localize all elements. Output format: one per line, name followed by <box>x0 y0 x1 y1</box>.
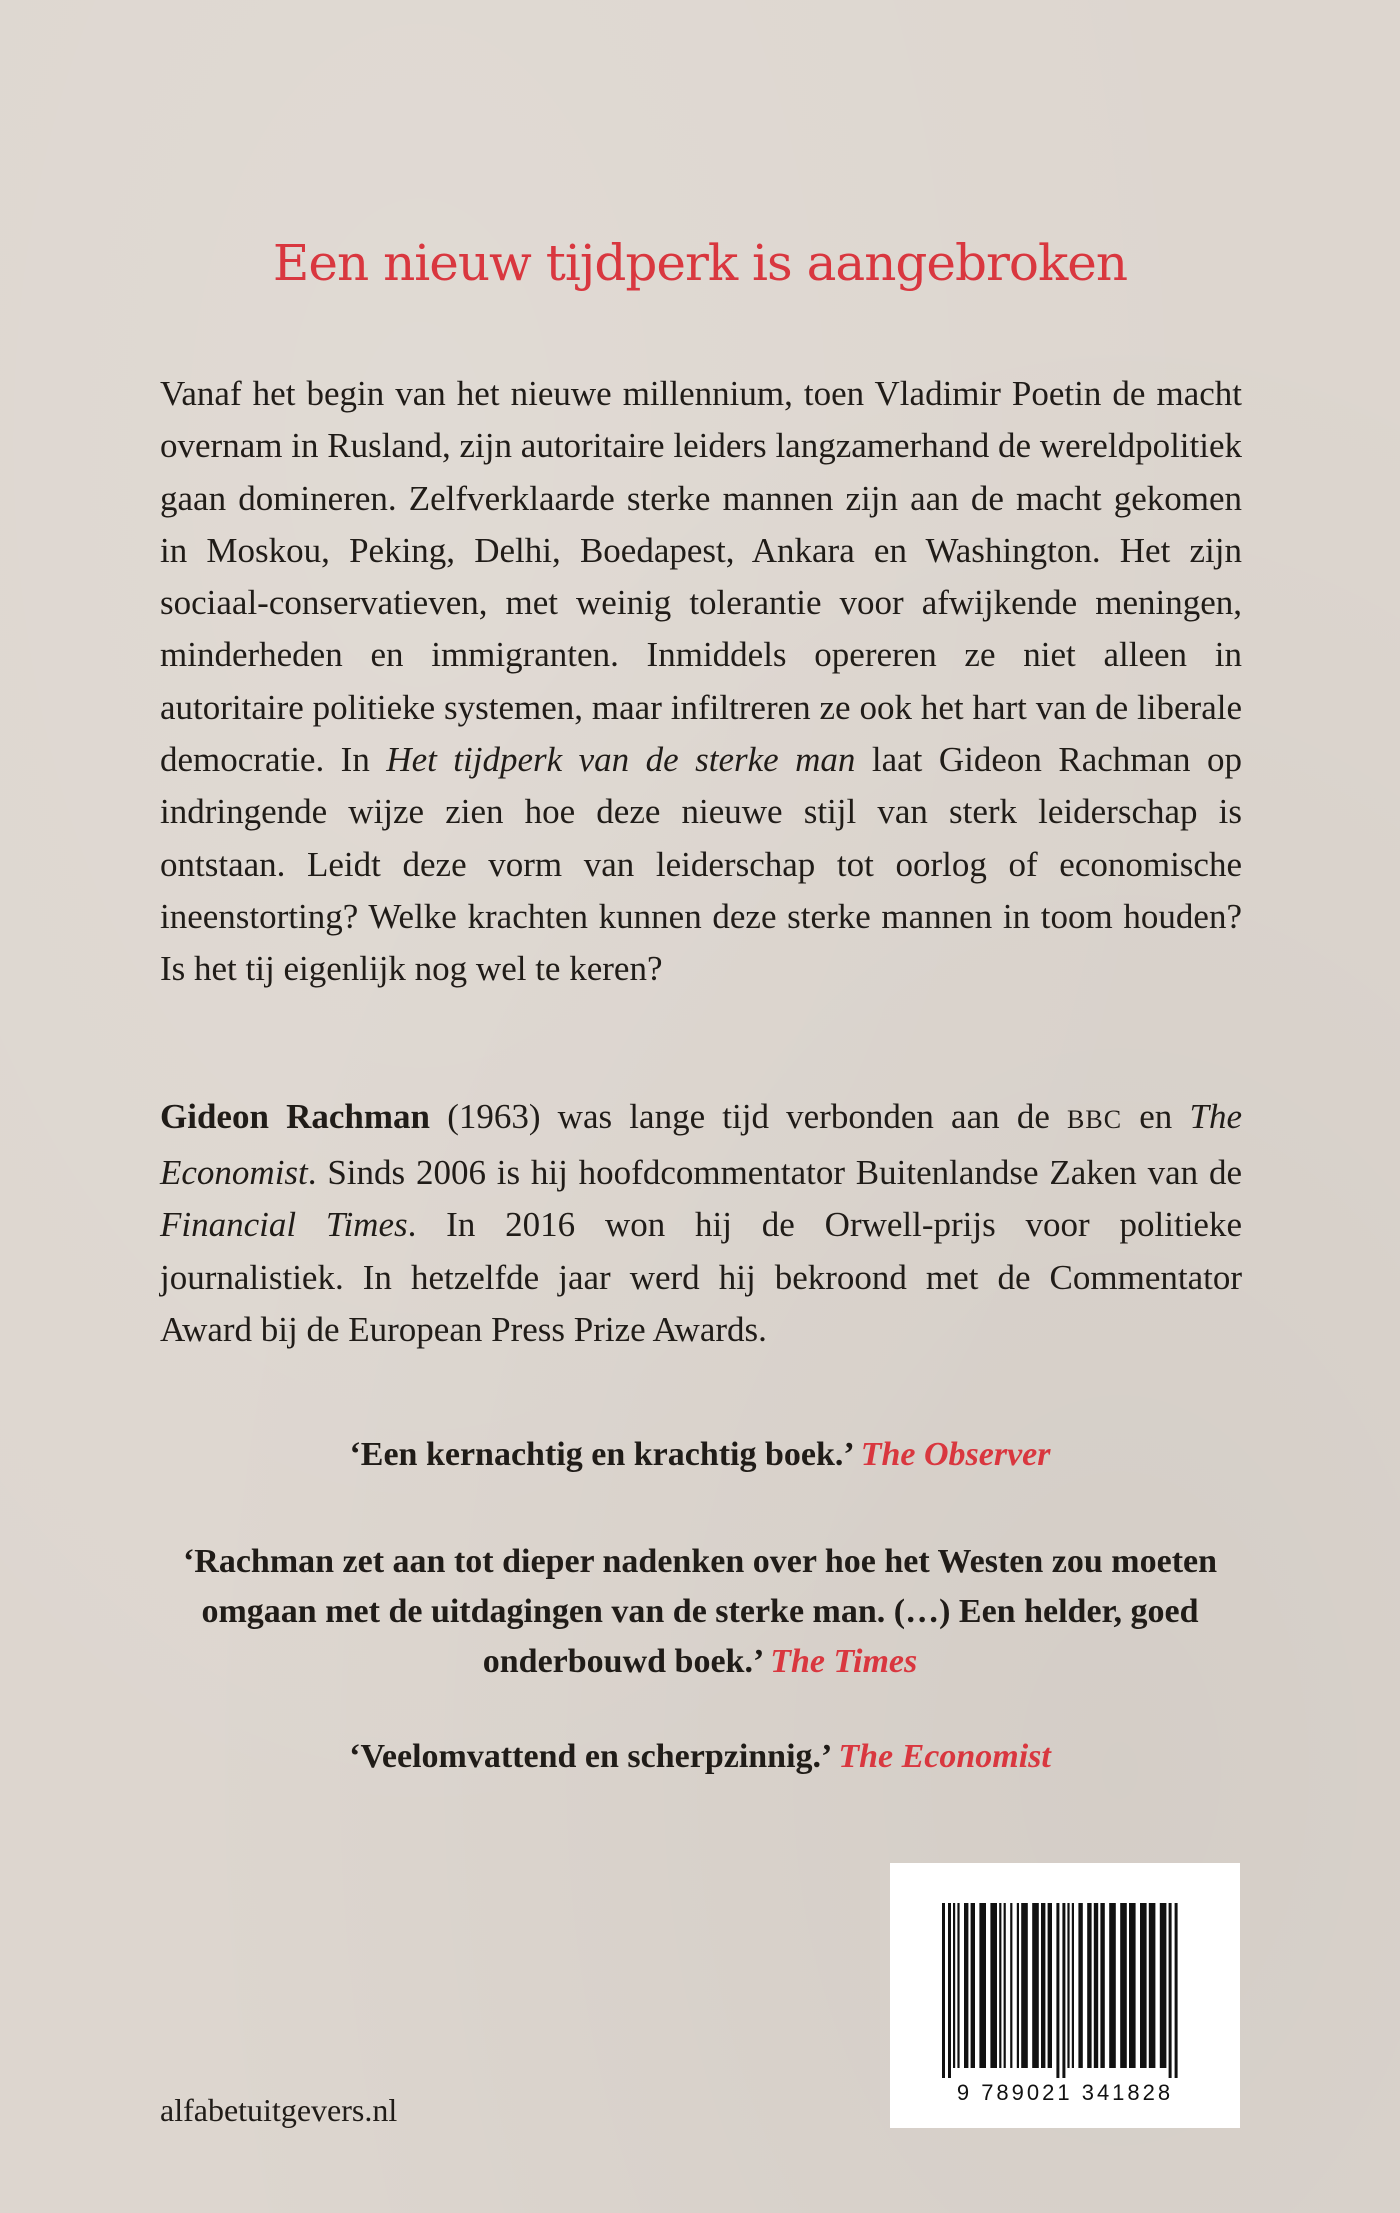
barcode-bar <box>1100 1903 1104 2068</box>
quote-source: The Economist <box>838 1738 1051 1775</box>
barcode-bar <box>1010 1903 1012 2068</box>
quote-line: onderbouwd boek.’ <box>482 1643 762 1680</box>
bio-economist: The Economist <box>160 1097 1242 1192</box>
barcode-bar <box>1149 1903 1156 2068</box>
bio-text-4: . In 2016 won hij de Orwell-prijs voor politieke journalistiek. In hetzelfde jaar werd hij bekroond met de Commentator Award bij de European Press Prize Awards. <box>160 1205 1242 1349</box>
blurb-text-2: laat Gideon Rachman op indringende wijze zien hoe deze nieuwe stijl van sterk leiderschap is ontstaan. Leidt deze vorm van leiderschap tot oorlog of economische ineenstorting? Welke krachten kunnen deze sterke mannen in toom houden? Is het tij eigenlijk nog wel te keren? <box>160 740 1242 989</box>
barcode-bar <box>948 1903 951 2078</box>
barcode-bar <box>1004 1903 1006 2068</box>
barcode-bar <box>979 1903 986 2068</box>
barcode-bar <box>942 1903 945 2078</box>
barcode-bar <box>1072 1903 1074 2068</box>
bio-bbc: BBC <box>1067 1105 1123 1134</box>
blurb-text-1: Vanaf het begin van het nieuwe millennium, toen Vladimir Poetin de macht overnam in Rusland, zijn autoritaire leiders langzamerhand de wereldpolitiek gaan domineren. Zelfverklaarde sterke mannen zijn aan de macht gekomen in Moskou, Peking, Delhi, Boedapest, Ankara en Washington. Het zijn sociaal-conservatieven, met weinig tolerantie voor afwijkende meningen, minderheden en immigranten. Inmiddels opereren ze niet alleen in autoritaire politieke systemen, maar infiltreren ze ook het hart van de liberale democratie. In <box>160 374 1242 780</box>
barcode-bar <box>1067 1903 1069 2068</box>
quote-source: The Times <box>770 1643 918 1680</box>
barcode-bar <box>1094 1903 1098 2068</box>
barcode-bar <box>1109 1903 1116 2068</box>
barcode-bars-icon <box>890 1863 1240 2078</box>
quote-text: ‘Een kernachtig en krachtig boek.’ <box>349 1436 853 1473</box>
barcode-bar <box>1078 1903 1082 2068</box>
quote-source: The Observer <box>860 1436 1051 1473</box>
bio-financial-times: Financial Times <box>160 1205 408 1244</box>
barcode-bar <box>1169 1903 1172 2078</box>
quote-times <box>0 1537 1400 1687</box>
barcode-bar <box>1048 1903 1052 2068</box>
barcode-bar <box>1032 1903 1039 2068</box>
barcode-bar <box>1017 1903 1019 2068</box>
author-bio <box>160 1091 1242 1357</box>
isbn-digits: 9 789021 341828 <box>956 2080 1174 2105</box>
bio-text-2: en <box>1122 1097 1190 1136</box>
bio-text-1: (1963) was lange tijd verbonden aan de <box>430 1097 1068 1136</box>
author-name: Gideon Rachman <box>160 1097 430 1136</box>
book-title: Het tijdperk van de sterke man <box>386 740 856 780</box>
bio-text-3: . Sinds 2006 is hij hoofdcommentator Buitenlandse Zaken van de <box>307 1152 1242 1192</box>
quote-line: ‘Rachman zet aan tot dieper nadenken over hoe het Westen zou moeten <box>182 1543 1218 1580</box>
barcode-bar <box>1087 1903 1091 2068</box>
barcode-bar <box>1120 1903 1127 2068</box>
barcode-bar <box>964 1903 968 2068</box>
barcode-bar <box>1140 1903 1147 2068</box>
barcode-bar <box>1062 1903 1065 2078</box>
barcode-bar <box>999 1903 1001 2068</box>
barcode-bar <box>957 1903 959 2068</box>
isbn-barcode <box>890 1863 1240 2128</box>
barcode-bar <box>1041 1903 1045 2068</box>
headline: Een nieuw tijdperk is aangebroken <box>272 234 1128 292</box>
barcode-bar <box>1021 1903 1028 2068</box>
quote-observer <box>0 1430 1400 1480</box>
barcode-bar <box>1175 1903 1178 2078</box>
barcode-bar <box>1160 1903 1167 2068</box>
barcode-bar <box>953 1903 955 2068</box>
quote-text: ‘Veelomvattend en scherpzinnig.’ <box>349 1738 830 1775</box>
quote-line: omgaan met de uitdagingen van de sterke man. (…) Een helder, goed <box>201 1593 1199 1630</box>
publisher-website: alfabetuitgevers.nl <box>160 2092 398 2128</box>
blurb-paragraph <box>160 368 1242 996</box>
barcode-bar <box>971 1903 975 2068</box>
barcode-bar <box>990 1903 997 2068</box>
barcode-bar <box>1129 1903 1136 2068</box>
barcode-bar <box>1056 1903 1059 2078</box>
quote-economist <box>0 1732 1400 1782</box>
